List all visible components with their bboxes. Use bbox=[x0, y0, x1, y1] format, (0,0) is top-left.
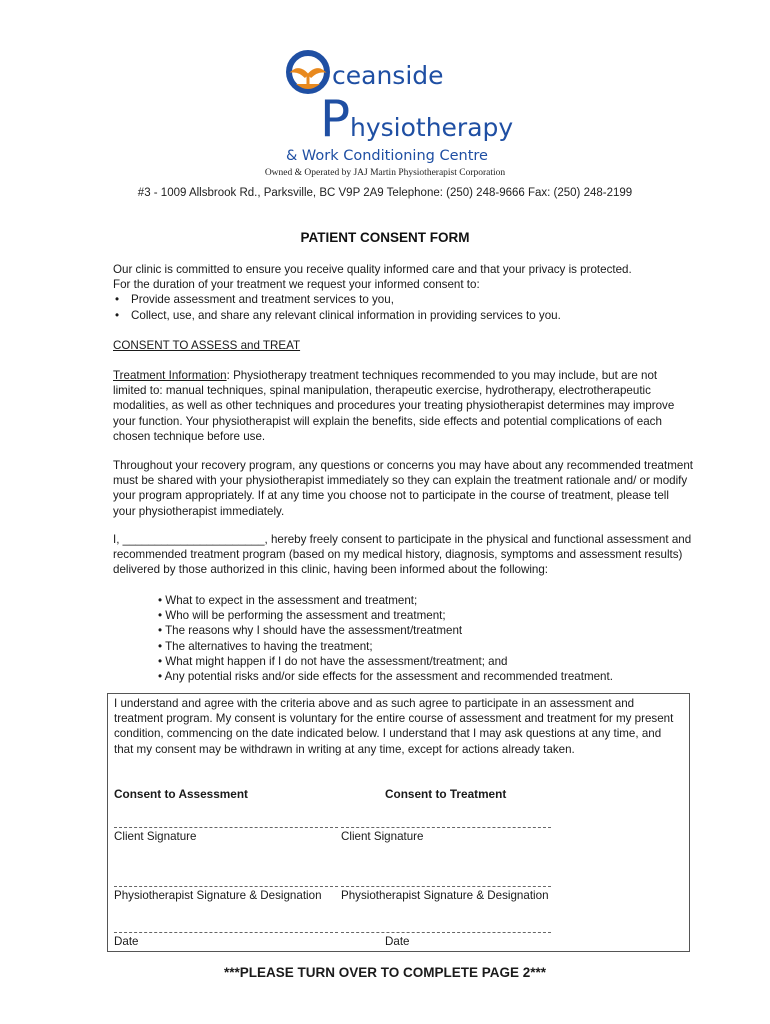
list-item: • What might happen if I do not have the assessment/treatment; and bbox=[158, 654, 508, 668]
client-signature-line-assessment[interactable] bbox=[114, 827, 338, 828]
whale-tail-o-icon bbox=[289, 53, 327, 91]
list-item: • Who will be performing the assessment and treatment; bbox=[158, 609, 446, 623]
agreement-box bbox=[107, 693, 690, 952]
clinic-address: #3 - 1009 Allsbrook Rd., Parksville, BC V9P 2A9 Telephone: (250) 248-9666 Fax: (250) 248-2199 bbox=[137, 187, 633, 199]
clinic-logo bbox=[284, 44, 524, 164]
consent-statement: I, ______________________, hereby freely consent to participate in the physical and functional assessment and recommended treatment program (based on my medical history, diagnosis, symptoms and assessment results) delivered by those authorized in this clinic, having been informed about the following: bbox=[113, 533, 692, 577]
intro-line-2: For the duration of your treatment we request your informed consent to: bbox=[113, 278, 480, 292]
list-item: • Any potential risks and/or side effects for the assessment and recommended treatment. bbox=[158, 670, 613, 684]
list-item: • The reasons why I should have the assessment/treatment bbox=[158, 624, 463, 638]
logo-line3: & Work Conditioning Centre bbox=[286, 148, 488, 164]
page-title: PATIENT CONSENT FORM bbox=[300, 230, 470, 245]
physio-signature-line-assessment[interactable] bbox=[114, 886, 338, 887]
owned-by-line: Owned & Operated by JAJ Martin Physiotherapist Corporation bbox=[264, 168, 506, 178]
treatment-text: : Physiotherapy treatment techniques recommended to you may include, but are not limited to: manual techniques, spinal manipulation, therapeutic exercise, hydrotherapy, electrotherapeutic modalities, as well as other techniques and procedures your treating physiotherapist determines may improve your function. Your physiotherapist will explain the benefits, side effects and potential complications of each chosen technique before use. bbox=[113, 369, 675, 443]
client-signature-line-treatment[interactable] bbox=[341, 827, 551, 828]
list-item: • Collect, use, and share any relevant clinical information in providing services to you. bbox=[113, 308, 693, 323]
consent-to-treatment-heading: Consent to Treatment bbox=[385, 787, 507, 801]
date-line-treatment[interactable] bbox=[341, 932, 551, 933]
date-label-left: Date bbox=[114, 935, 139, 948]
physio-signature-label-left: Physiotherapist Signature & Designation bbox=[114, 889, 322, 902]
logo-letter-p: P bbox=[320, 90, 351, 148]
logo-line1: ceanside bbox=[332, 61, 444, 90]
list-item: • The alternatives to having the treatment; bbox=[158, 639, 373, 653]
treatment-label: Treatment Information bbox=[113, 369, 227, 382]
agreement-text: I understand and agree with the criteria above and as such agree to participate in an assessment and treatment program. My consent is voluntary for the entire course of assessment and treatment for my present condition, commencing on the date indicated below. I understand that I may ask questions at any time, and that my consent may be withdrawn in writing at any time, except for actions already taken. bbox=[114, 697, 674, 756]
date-line-assessment[interactable] bbox=[114, 932, 338, 933]
intro-line-1: Our clinic is committed to ensure you receive quality informed care and that your privacy is protected. bbox=[113, 263, 632, 276]
client-signature-label-right: Client Signature bbox=[341, 830, 424, 843]
client-signature-label-left: Client Signature bbox=[114, 830, 197, 843]
logo-line2: hysiotherapy bbox=[350, 113, 514, 142]
recovery-paragraph: Throughout your recovery program, any questions or concerns you may have about any recommended treatment must be shared with your physiotherapist immediately so they can explain the treatment rationale and/ or modify your program appropriately. If at any time you choose not to participate in the course of treatment, please tell your physiotherapist immediately. bbox=[113, 459, 693, 518]
treatment-information bbox=[113, 368, 693, 444]
consent-to-assessment-heading: Consent to Assessment bbox=[114, 787, 248, 801]
physio-signature-label-right: Physiotherapist Signature & Designation bbox=[341, 889, 549, 902]
section-heading: CONSENT TO ASSESS and TREAT bbox=[113, 339, 301, 352]
list-item: • Provide assessment and treatment services to you, bbox=[113, 292, 693, 307]
intro-section bbox=[113, 262, 693, 323]
informed-items-list bbox=[158, 593, 678, 684]
intro-bullets bbox=[113, 292, 693, 322]
page-footer-note: ***PLEASE TURN OVER TO COMPLETE PAGE 2*** bbox=[223, 965, 547, 980]
date-label-right: Date bbox=[385, 935, 410, 948]
list-item: • What to expect in the assessment and treatment; bbox=[158, 594, 418, 607]
physio-signature-line-treatment[interactable] bbox=[341, 886, 551, 887]
